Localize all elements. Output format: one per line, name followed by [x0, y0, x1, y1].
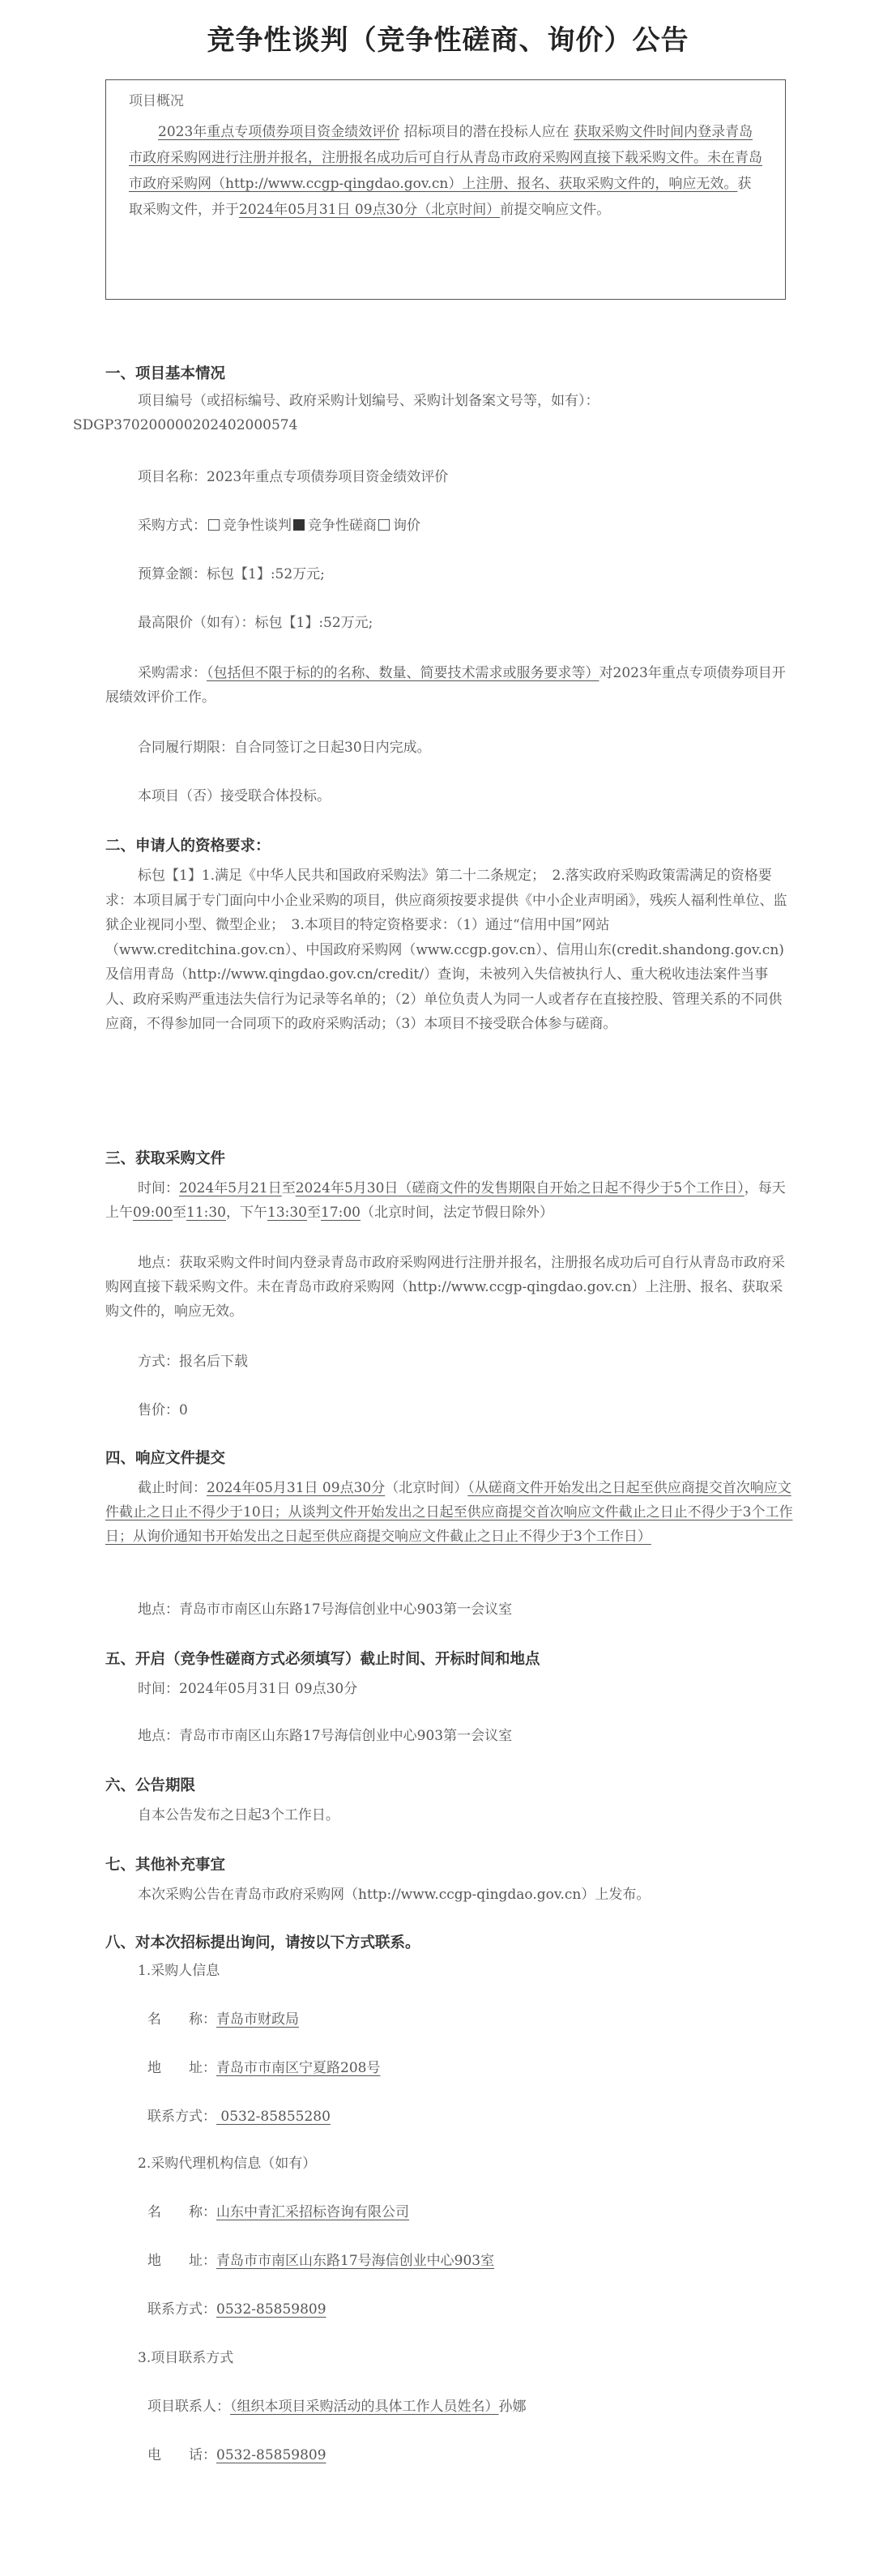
overview-text — [129, 119, 764, 223]
submission-beijing: （北京时间） — [385, 1480, 468, 1496]
agent-contact-value: 0532-85859809 — [216, 2301, 326, 2318]
acquire-am-end: 11:30 — [186, 1205, 226, 1221]
project-number-label: 项目编号（或招标编号、政府采购计划编号、采购计划备案文号等，如有）： — [138, 393, 599, 409]
notice-period: 自本公告发布之日起3个工作日。 — [138, 1807, 339, 1823]
acquire-to: 至 — [281, 1180, 296, 1196]
submission-rule: （从磋商文件开始发出之日起至供应商提交首次响应文件截止之日止不得少于10日；从谈判文件开始发出之日起至供应商提交首次响应文件截止之日止不得少于3个工作日；从询价通知书开始发出之日起至供应商提交响应文件截止之日止不得少于3个工作日） — [105, 1480, 793, 1545]
acquire-way: 方式：报名后下载 — [138, 1354, 248, 1370]
submission-deadline-value: 2024年05月31日 09点30分 — [207, 1480, 386, 1496]
overview-text-1: 招标项目的潜在投标人应在 — [399, 124, 574, 140]
acquire-am-start: 09:00 — [133, 1205, 173, 1221]
agent-name-value: 山东中青汇采招标咨询有限公司 — [216, 2204, 409, 2220]
section-4-heading: 四、响应文件提交 — [105, 1450, 226, 1467]
buyer-contact-value: 0532-85855280 — [216, 2109, 331, 2125]
acquire-end: 2024年5月30日 — [295, 1180, 399, 1196]
opening-time: 时间：2024年05月31日 09点30分 — [138, 1681, 358, 1697]
overview-text-4: 前提交响应文件。 — [500, 202, 611, 218]
method-label: 采购方式： — [138, 518, 207, 534]
buyer-address-value: 青岛市市南区宁夏路208号 — [216, 2060, 381, 2076]
method-option-negotiation: 竞争性谈判 — [223, 518, 292, 534]
section-8-heading: 八、对本次招标提出询问，请按以下方式联系。 — [105, 1934, 420, 1951]
acquire-rule: （磋商文件的发售期限自开始之日起不得少于5个工作日） — [398, 1180, 745, 1196]
acquire-morning-label: ，每天上午 — [105, 1180, 786, 1221]
buyer-contact-label: 联系方式： — [147, 2109, 216, 2125]
other-notes: 本次采购公告在青岛市政府采购网（http://www.ccgp-qingdao.gov.cn）上发布。 — [138, 1887, 651, 1903]
max-price: 最高限价（如有）：标包【1】:52万元; — [138, 615, 373, 631]
buyer-address — [147, 2056, 804, 2080]
project-contact-underlined: （组织本项目采购活动的具体工作人员姓名） — [230, 2399, 499, 2415]
agent-info-heading: 2.采购代理机构信息（如有） — [138, 2156, 317, 2172]
acquire-to-3: 至 — [307, 1205, 321, 1221]
overview-box — [105, 79, 786, 300]
project-contact-phone — [147, 2443, 804, 2467]
buyer-info-heading: 1.采购人信息 — [138, 1963, 220, 1979]
section-3-heading: 三、获取采购文件 — [105, 1150, 226, 1167]
budget-amount: 预算金额：标包【1】:52万元; — [138, 566, 325, 582]
acquire-place: 地点：获取采购文件时间内登录青岛市政府采购网进行注册并报名，注册报名成功后可自行从青岛市政府采购网直接下载采购文件。未在青岛市政府采购网（http://www.ccgp-qingdao.gov.cn）上注册、报名、获取采购文件的，响应无效。 — [105, 1255, 785, 1320]
contract-period: 合同履行期限：自合同签订之日起30日内完成。 — [138, 740, 431, 756]
qualification-text: 标包【1】1.满足《中华人民共和国政府采购法》第二十二条规定； 2.落实政府采购政策需满足的资格要求：本项目属于专门面向中小企业采购的项目，供应商须按要求提供《中小企业声明函》，残疾人福利性单位、监狱企业视同小型、微型企业； 3.本项目的特定资格要求：（1）通过“信用中国”网站（www.creditchina.gov.cn）、中国政府采购网（www.ccgp.gov.cn）、信用山东(credit.shandong.gov.cn)及信用青岛（http://www.qingdao.gov.cn/credit/）查询，未被列入失信被执行人、重大税收违法案件当事人、政府采购严重违法失信行为记录等名单的；（2）单位负责人为同一人或者存在直接控股、管理关系的不同供应商，不得参加同一合同项下的政府采购活动；（3）本项目不接受联合体参与磋商。 — [105, 868, 787, 1032]
agent-contact-label: 联系方式： — [147, 2301, 216, 2318]
section-1-heading: 一、项目基本情况 — [105, 365, 226, 382]
checkbox-checked-icon — [293, 519, 305, 531]
overview-registration-link-text: 获取采购文件时间内登录青岛市政府采购网进行注册并报名，注册报名成功后可自行从青岛市政府采购网直接下载采购文件。未在青岛市政府采购网（http://www.ccgp-qingdao.gov.cn）上注册、报名、获取采购文件的，响应无效。 — [129, 124, 762, 192]
checkbox-icon — [208, 519, 220, 531]
project-phone-label: 电 话： — [147, 2447, 216, 2463]
procurement-demand — [105, 661, 794, 710]
submission-place: 地点：青岛市市南区山东路17号海信创业中心903第一会议室 — [138, 1601, 513, 1618]
acquire-pm-end: 17:00 — [321, 1205, 361, 1221]
overview-project-name: 2023年重点专项债券项目资金绩效评价 — [158, 124, 400, 140]
acquire-to-2: 至 — [173, 1205, 186, 1221]
buyer-name — [147, 2007, 804, 2032]
overview-beijing-time: （北京时间） — [417, 202, 501, 218]
buyer-name-label: 名 称： — [147, 2011, 216, 2028]
section-5-heading: 五、开启（竞争性磋商方式必须填写）截止时间、开标时间和地点 — [105, 1651, 540, 1668]
project-contact-name: 孙娜 — [498, 2399, 527, 2415]
buyer-name-value: 青岛市财政局 — [216, 2011, 299, 2028]
acquire-afternoon-label: ，下午 — [226, 1205, 267, 1221]
acquire-note: （北京时间，法定节假日除外） — [361, 1205, 553, 1221]
project-name: 项目名称：2023年重点专项债券项目资金绩效评价 — [138, 469, 449, 485]
section-2-heading: 二、申请人的资格要求： — [105, 838, 271, 855]
section-6-heading: 六、公告期限 — [105, 1777, 196, 1794]
project-contact-heading: 3.项目联系方式 — [138, 2350, 234, 2366]
acquire-pm-start: 13:30 — [267, 1205, 307, 1221]
opening-place: 地点：青岛市市南区山东路17号海信创业中心903第一会议室 — [138, 1728, 513, 1744]
overview-deadline: 2024年05月31日 09点30分 — [239, 202, 418, 218]
project-phone-value: 0532-85859809 — [216, 2447, 326, 2463]
agent-address — [147, 2249, 804, 2273]
page-title: 竞争性谈判（竞争性磋商、询价）公告 — [207, 24, 689, 57]
overview-heading: 项目概况 — [129, 93, 184, 109]
method-option-consultation: 竞争性磋商 — [308, 518, 377, 534]
acquire-time — [105, 1176, 794, 1225]
joint-bid: 本项目（否）接受联合体投标。 — [138, 788, 331, 804]
project-number — [73, 389, 794, 437]
buyer-contact — [147, 2105, 804, 2129]
method-option-inquiry: 询价 — [393, 518, 420, 534]
section-7-heading: 七、其他补充事宜 — [105, 1857, 226, 1874]
overview-text-2: 获取采购文件，并于 — [129, 176, 752, 218]
agent-contact — [147, 2297, 804, 2322]
submission-deadline — [105, 1476, 794, 1549]
procurement-method — [105, 514, 794, 538]
agent-name-label: 名 称： — [147, 2204, 216, 2220]
project-contact-person — [147, 2395, 804, 2419]
document-price: 售价：0 — [138, 1402, 188, 1418]
checkbox-icon — [378, 519, 390, 531]
demand-underlined: （包括但不限于标的的名称、数量、简要技术需求或服务要求等） — [207, 665, 599, 681]
agent-address-value: 青岛市市南区山东路17号海信创业中心903室 — [216, 2253, 495, 2269]
agent-name — [147, 2200, 804, 2224]
acquire-time-label: 时间： — [138, 1180, 179, 1196]
buyer-address-label: 地 址： — [147, 2060, 216, 2076]
project-number-value: SDGP370200000202402000574 — [73, 417, 298, 433]
project-contact-label: 项目联系人： — [147, 2399, 230, 2415]
submission-deadline-label: 截止时间： — [138, 1480, 207, 1496]
agent-address-label: 地 址： — [147, 2253, 216, 2269]
demand-text: 对2023年重点专项债券项目开展绩效评价工作。 — [105, 665, 786, 706]
acquire-start: 2024年5月21日 — [179, 1180, 282, 1196]
demand-label: 采购需求： — [138, 665, 207, 681]
